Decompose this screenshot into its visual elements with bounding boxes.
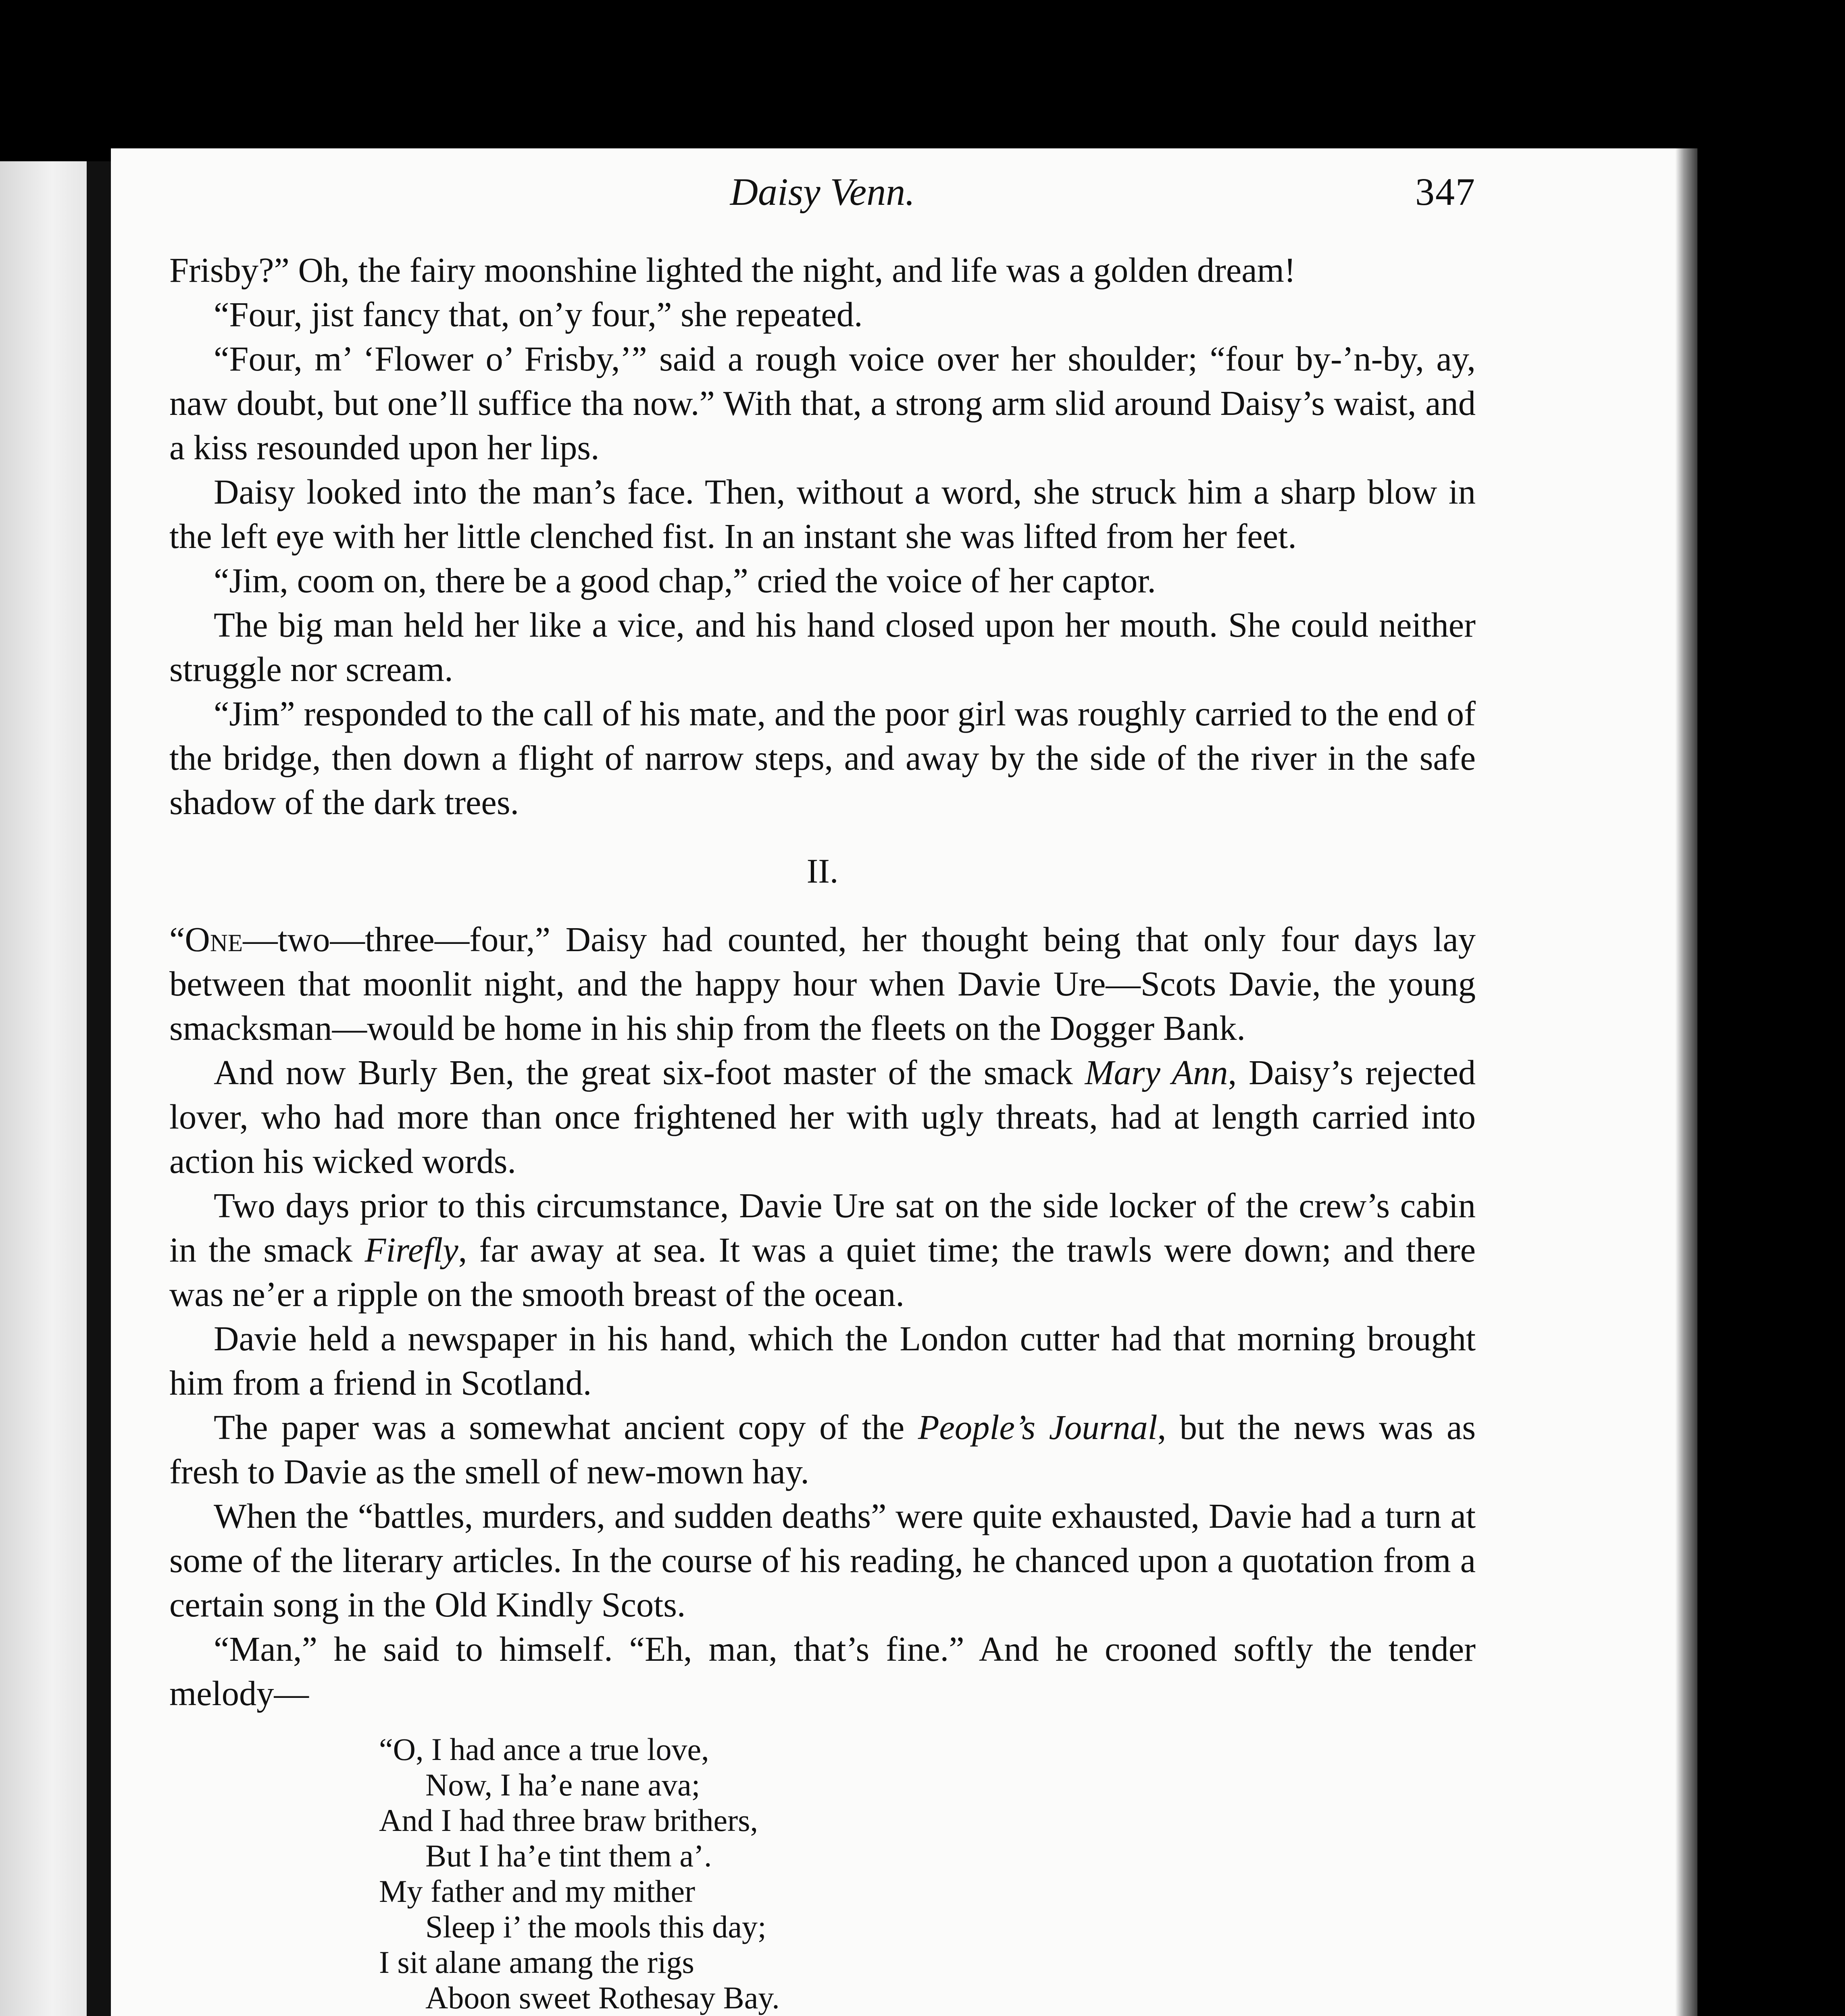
paragraph (169, 1183, 1476, 1316)
paragraph: When the “battles, murders, and sudden deaths” were quite exhausted, Davie had a turn at some of the literary articles. In the course of his reading, he chanced upon a quotation from a certain song in the Old Kindly Scots. (169, 1497, 1476, 1624)
paragraph (169, 1405, 1476, 1494)
paragraph (169, 1050, 1476, 1183)
poem-line: My father and my mither (379, 1874, 696, 1909)
poem-line: I sit alane amang the rigs (379, 1945, 694, 1980)
poem-line: Aboon sweet Rothesay Bay. (425, 1980, 780, 2015)
paragraph: “Man,” he said to himself. “Eh, man, that’s fine.” And he crooned softly the tender melody— (169, 1630, 1476, 1713)
paragraph: Davie held a newspaper in his hand, which the London cutter had that morning brought him from a friend in Scotland. (169, 1319, 1476, 1402)
paragraph-text: —two—three—four,” Daisy had counted, her thought being that only four days lay between that moonlit night, and the happy hour when Davie Ure—Scots Davie, the young smacksman—would be home in his ship from the fleets on the Dogger Bank. (169, 920, 1476, 1048)
page-right-edge (1675, 148, 1697, 2016)
paragraph: “Jim” responded to the call of his mate, and the poor girl was roughly carried to the end of the bridge, then down a flight of narrow steps, and away by the side of the river in the safe shadow of the dark trees. (169, 694, 1476, 822)
paragraph-text: The paper was a somewhat ancient copy of the (214, 1408, 918, 1447)
running-title: Daisy Venn. (730, 170, 915, 213)
ship-name: Mary Ann (1085, 1053, 1228, 1092)
page-number: 347 (1415, 170, 1476, 213)
paragraph-text: And now Burly Ben, the great six-foot master of the smack (214, 1053, 1085, 1092)
paragraph (169, 917, 1476, 1050)
section-lead-word: “One (169, 920, 243, 959)
poem (379, 1732, 1476, 2016)
page-header (169, 169, 1476, 250)
body-text (169, 248, 1476, 2016)
paragraph-text: Two days prior to this circumstance, Davie Ure sat on the side locker of the crew’s cabin in the smack (169, 1186, 1476, 1269)
newspaper-title: People’s Journal (918, 1408, 1158, 1447)
poem-line: Now, I ha’e nane ava; (425, 1767, 700, 1802)
poem-line: “O, I had ance a true love, (379, 1732, 709, 1767)
paragraph-text: , far away at sea. It was a quiet time; the trawls were down; and there was ne’er a ripple on the smooth breast of the ocean. (169, 1231, 1476, 1314)
book-gutter (87, 161, 111, 2016)
paragraph: The big man held her like a vice, and his hand closed upon her mouth. She could neither struggle nor scream. (169, 606, 1476, 689)
paragraph: Frisby?” Oh, the fairy moonshine lighted the night, and life was a golden dream! (169, 251, 1296, 289)
paragraph: “Jim, coom on, there be a good chap,” cried the voice of her captor. (214, 561, 1156, 600)
section-heading: II. (806, 852, 839, 890)
paragraph-text: , Daisy’s rejected lover, who had more than once frightened her with ugly threats, had at length carried into action his wicked words. (169, 1053, 1476, 1181)
ship-name: Firefly (364, 1231, 458, 1269)
paragraph-text: , but the news was as fresh to Davie as the smell of new-mown hay. (169, 1408, 1476, 1491)
poem-line: Sleep i’ the mools this day; (425, 1909, 766, 1944)
previous-page-edge (0, 161, 87, 2016)
poem-line: But I ha’e tint them a’. (425, 1838, 712, 1873)
paragraph: Daisy looked into the man’s face. Then, without a word, she struck him a sharp blow in the left eye with her little clenched fist. In an instant she was lifted from her feet. (169, 473, 1476, 556)
poem-line: And I had three braw brithers, (379, 1803, 758, 1838)
paragraph: “Four, m’ ‘Flower o’ Frisby,’” said a rough voice over her shoulder; “four by-’n-by, ay, naw doubt, but one’ll suffice tha now.” With that, a strong arm slid around Daisy’s waist, and a kiss resounded upon her lips. (169, 339, 1476, 467)
paragraph: “Four, jist fancy that, on’y four,” she repeated. (214, 295, 863, 334)
